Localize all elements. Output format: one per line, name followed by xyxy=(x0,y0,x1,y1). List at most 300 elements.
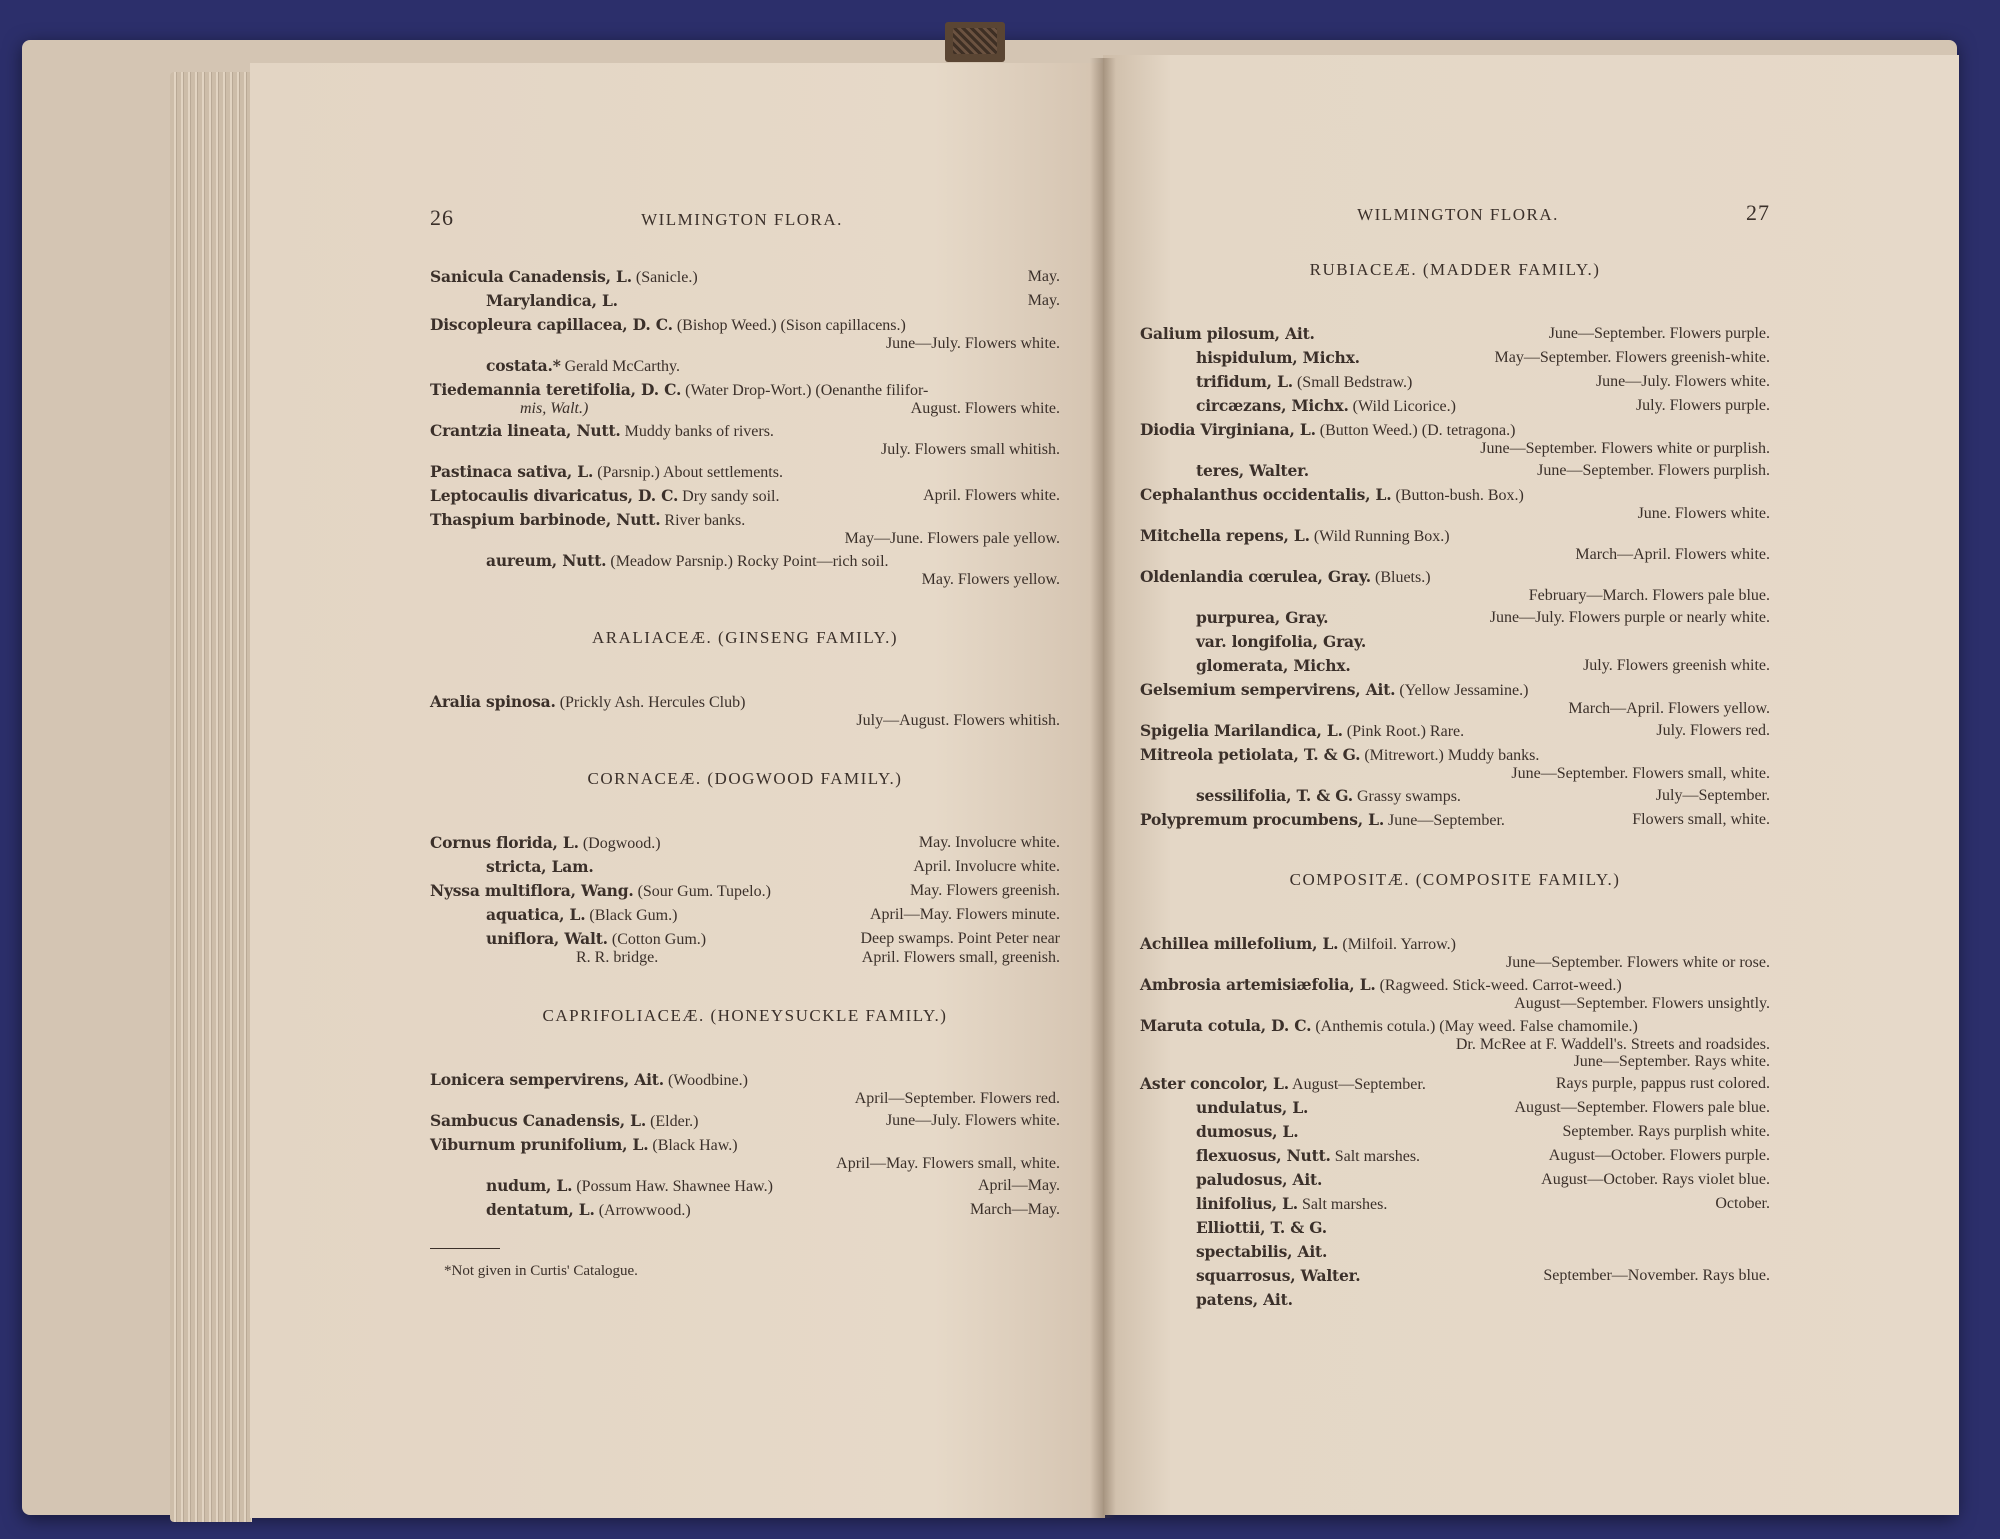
species-entry xyxy=(1140,1264,1770,1288)
species-name: uniflora, Walt. xyxy=(486,929,608,948)
continuation-right: March—April. Flowers white. xyxy=(1575,546,1770,563)
species-entry xyxy=(430,1068,1060,1109)
flowering-info: July. Flowers red. xyxy=(1656,722,1770,739)
species-entry xyxy=(1140,459,1770,483)
species-entry xyxy=(1140,606,1770,630)
species-name: Lonicera sempervirens, Ait. xyxy=(430,1070,664,1089)
species-entry xyxy=(1140,743,1770,784)
species-name: trifidum, L. xyxy=(1196,372,1293,391)
common-name-note: (Ragweed. Stick-weed. Carrot-weed.) xyxy=(1379,977,1622,994)
page-number: 26 xyxy=(430,205,454,230)
common-name-note: Grassy swamps. xyxy=(1356,788,1461,805)
species-entry xyxy=(1140,784,1770,808)
entry-left xyxy=(1140,678,1528,702)
continuation-right: May—June. Flowers pale yellow. xyxy=(844,530,1060,547)
entry-line xyxy=(486,1174,1060,1198)
common-name-note: (Black Gum.) xyxy=(589,907,678,924)
entry-line xyxy=(1140,808,1770,832)
entry-continuation xyxy=(1140,439,1770,459)
common-name-note: (Button-bush. Box.) xyxy=(1395,487,1524,504)
entry-left xyxy=(1196,1144,1420,1168)
entry-continuation xyxy=(1140,586,1770,606)
continuation-right: August. Flowers white. xyxy=(910,400,1060,417)
common-name-note: (Parsnip.) About settlements. xyxy=(597,464,783,481)
species-name: Discopleura capillacea, D. C. xyxy=(430,315,673,334)
flowering-info: August—September. Flowers pale blue. xyxy=(1514,1099,1770,1116)
entry-continuation xyxy=(486,570,1060,590)
continuation-right: June—September. Flowers small, white. xyxy=(1511,765,1770,782)
species-name: Mitreola petiolata, T. & G. xyxy=(1140,745,1361,764)
species-name: aureum, Nutt. xyxy=(486,551,607,570)
species-name: Cephalanthus occidentalis, L. xyxy=(1140,485,1392,504)
entry-left xyxy=(1140,565,1431,589)
entry-line xyxy=(1196,1144,1770,1168)
species-entry xyxy=(430,549,1060,590)
species-name: circæzans, Michx. xyxy=(1196,396,1349,415)
entry-left xyxy=(1196,1096,1308,1120)
species-name: dumosus, L. xyxy=(1196,1122,1299,1141)
species-entry xyxy=(430,1133,1060,1174)
flowering-info: June—July. Flowers white. xyxy=(885,1112,1060,1129)
entry-continuation xyxy=(430,1089,1060,1109)
common-name-note: Salt marshes. xyxy=(1334,1148,1421,1165)
species-entry xyxy=(1140,719,1770,743)
entry-left xyxy=(486,1174,773,1198)
species-name: sessilifolia, T. & G. xyxy=(1196,786,1353,805)
common-name-note: (Meadow Parsnip.) Rocky Point—rich soil. xyxy=(610,553,889,570)
flowering-info: March—May. xyxy=(969,1201,1060,1218)
page-edges xyxy=(170,72,252,1522)
species-entry xyxy=(430,1198,1060,1222)
species-name: stricta, Lam. xyxy=(486,857,594,876)
entry-left xyxy=(486,549,889,573)
species-entry xyxy=(430,1109,1060,1133)
entry-line xyxy=(430,831,1060,855)
entry-left xyxy=(1140,719,1464,743)
species-name: squarrosus, Walter. xyxy=(1196,1266,1361,1285)
entry-continuation xyxy=(1140,764,1770,784)
flowering-info: July. Flowers greenish white. xyxy=(1583,657,1770,674)
species-entry xyxy=(1140,1288,1770,1312)
common-name-note: (Sanicle.) xyxy=(635,269,698,286)
species-name: var. longifolia, Gray. xyxy=(1196,632,1367,651)
footnote: *Not given in Curtis' Catalogue. xyxy=(444,1263,638,1279)
continuation-right: June. Flowers white. xyxy=(1637,505,1770,522)
common-name-note: River banks. xyxy=(664,512,746,529)
species-name: Crantzia lineata, Nutt. xyxy=(430,421,621,440)
flowering-info: May. xyxy=(1027,268,1060,285)
entry-left xyxy=(486,1198,691,1222)
common-name-note: (Bishop Weed.) (Sison capillacens.) xyxy=(676,317,906,334)
entry-left xyxy=(430,1109,699,1133)
species-name: Galium pilosum, Ait. xyxy=(1140,324,1315,343)
species-entry xyxy=(430,484,1060,508)
continuation-right: August—September. Flowers unsightly. xyxy=(1514,995,1770,1012)
entry-continuation xyxy=(430,440,1060,460)
species-name: Aster concolor, L. xyxy=(1140,1074,1289,1093)
species-name: Leptocaulis divaricatus, D. C. xyxy=(430,486,679,505)
entry-line xyxy=(1196,1264,1770,1288)
common-name-note: August—September. xyxy=(1292,1076,1426,1093)
flowering-info: September. Rays purplish white. xyxy=(1562,1123,1770,1140)
entry-line xyxy=(1196,346,1770,370)
entry-left xyxy=(1140,808,1505,832)
running-head xyxy=(1140,200,1770,226)
right-sections xyxy=(1140,260,1770,1312)
species-name: glomerata, Michx. xyxy=(1196,656,1351,675)
entry-line xyxy=(486,289,1060,313)
flowering-info: June—July. Flowers white. xyxy=(1595,373,1770,390)
common-name-note: Muddy banks of rivers. xyxy=(624,423,774,440)
species-name: Oldenlandia cœrulea, Gray. xyxy=(1140,567,1371,586)
continuation-right: April—May. Flowers small, white. xyxy=(836,1155,1060,1172)
entry-left xyxy=(486,855,594,879)
entry-left xyxy=(1196,1240,1327,1264)
species-entry xyxy=(1140,1216,1770,1240)
entry-left xyxy=(1140,743,1539,767)
book-gutter xyxy=(1090,58,1116,1518)
running-title: WILMINGTON FLORA. xyxy=(641,210,843,229)
common-name-note: (Sour Gum. Tupelo.) xyxy=(637,883,771,900)
species-entry xyxy=(1140,524,1770,565)
species-entry xyxy=(1140,1014,1770,1072)
continuation-right: April—September. Flowers red. xyxy=(854,1090,1060,1107)
species-entry xyxy=(1140,973,1770,1014)
entry-left xyxy=(430,1133,738,1157)
flowering-info: June—September. Flowers purple. xyxy=(1548,325,1770,342)
species-entry xyxy=(1140,370,1770,394)
entry-left xyxy=(1196,459,1309,483)
flowering-info: Rays purple, pappus rust colored. xyxy=(1555,1075,1770,1092)
species-name: Tiedemannia teretifolia, D. C. xyxy=(430,380,682,399)
entry-left xyxy=(430,419,774,443)
common-name-note: (Mitrewort.) Muddy banks. xyxy=(1364,747,1540,764)
continuation-right: May. Flowers yellow. xyxy=(921,571,1060,588)
common-name-note: (Wild Licorice.) xyxy=(1352,398,1456,415)
species-entry xyxy=(1140,394,1770,418)
flowering-info: April. Flowers white. xyxy=(923,487,1060,504)
entry-line xyxy=(1140,719,1770,743)
entry-left xyxy=(486,354,680,378)
entry-continuation xyxy=(486,948,1060,968)
species-entry xyxy=(430,378,1060,419)
species-name: Cornus florida, L. xyxy=(430,833,579,852)
entry-line xyxy=(430,879,1060,903)
species-name: undulatus, L. xyxy=(1196,1098,1309,1117)
entry-continuation xyxy=(430,711,1060,731)
left-page-text xyxy=(430,205,1060,1280)
common-name-note: (Pink Root.) Rare. xyxy=(1346,723,1465,740)
species-entry xyxy=(430,354,1060,378)
family-heading: ARALIACEÆ. (GINSENG FAMILY.) xyxy=(592,628,898,647)
entry-left xyxy=(1196,346,1360,370)
species-name: Maruta cotula, D. C. xyxy=(1140,1016,1312,1035)
entry-left xyxy=(430,690,745,714)
species-name: hispidulum, Michx. xyxy=(1196,348,1360,367)
family-heading: RUBIACEÆ. (MADDER FAMILY.) xyxy=(1309,260,1601,279)
entry-continuation xyxy=(1140,545,1770,565)
entry-line xyxy=(1196,654,1770,678)
entry-line xyxy=(1196,459,1770,483)
continuation-right: July—August. Flowers whitish. xyxy=(856,712,1060,729)
flowering-info: Flowers small, white. xyxy=(1632,811,1770,828)
continuation-right: Dr. McRee at F. Waddell's. Streets and roadsides. xyxy=(1455,1036,1770,1053)
common-name-note: June—September. xyxy=(1388,812,1505,829)
entry-continuation xyxy=(430,1154,1060,1174)
entry-line xyxy=(1196,394,1770,418)
entry-left xyxy=(1140,483,1524,507)
entry-left xyxy=(1196,370,1412,394)
common-name-note: (Dogwood.) xyxy=(582,835,661,852)
entry-continuation xyxy=(430,399,1060,419)
entry-left xyxy=(1196,630,1366,654)
entry-continuation xyxy=(1140,504,1770,524)
species-entry xyxy=(430,903,1060,927)
entry-left xyxy=(430,508,745,532)
flowering-info: April—May. Flowers minute. xyxy=(869,906,1060,923)
entry-line xyxy=(486,1198,1060,1222)
species-entry xyxy=(1140,1168,1770,1192)
common-name-note: (Milfoil. Yarrow.) xyxy=(1342,936,1456,953)
species-entry xyxy=(1140,1072,1770,1096)
species-entry xyxy=(430,419,1060,460)
species-entry xyxy=(1140,678,1770,719)
entry-line xyxy=(1196,1096,1770,1120)
flowering-info: August—October. Flowers purple. xyxy=(1548,1147,1770,1164)
entry-line xyxy=(486,903,1060,927)
entry-left xyxy=(1140,322,1315,346)
entry-line xyxy=(1196,1168,1770,1192)
species-name: Aralia spinosa. xyxy=(430,692,556,711)
species-name: Thaspium barbinode, Nutt. xyxy=(430,510,661,529)
entry-left xyxy=(430,831,661,855)
entry-left xyxy=(1196,1288,1293,1312)
entry-line xyxy=(430,1109,1060,1133)
common-name-note: (Button Weed.) (D. tetragona.) xyxy=(1319,422,1516,439)
flowering-info: April—May. xyxy=(977,1177,1060,1194)
species-entry xyxy=(1140,654,1770,678)
entry-left xyxy=(1196,606,1328,630)
common-name-note: (Wild Running Box.) xyxy=(1313,528,1450,545)
entry-line xyxy=(1196,1216,1770,1240)
continuation-left: mis, Walt.) xyxy=(520,400,589,417)
family-heading: CAPRIFOLIACEÆ. (HONEYSUCKLE FAMILY.) xyxy=(542,1006,948,1025)
common-name-note: (Small Bedstraw.) xyxy=(1296,374,1413,391)
common-name-note: (Prickly Ash. Hercules Club) xyxy=(559,694,746,711)
species-entry xyxy=(1140,565,1770,606)
species-name: Elliottii, T. & G. xyxy=(1196,1218,1327,1237)
species-name: costata.* xyxy=(486,356,561,375)
species-name: Ambrosia artemisiæfolia, L. xyxy=(1140,975,1376,994)
entry-left xyxy=(430,879,771,903)
entry-left xyxy=(1140,932,1456,956)
entry-left xyxy=(1196,784,1461,808)
entry-left xyxy=(1140,418,1515,442)
entry-continuation xyxy=(430,334,1060,354)
continuation-left: R. R. bridge. xyxy=(576,949,659,966)
species-name: Marylandica, L. xyxy=(486,291,618,310)
continuation-right: June—September. Flowers white or rose. xyxy=(1506,954,1770,971)
common-name-note: (Black Haw.) xyxy=(652,1137,738,1154)
continuation-right: July. Flowers small whitish. xyxy=(881,441,1060,458)
species-name: purpurea, Gray. xyxy=(1196,608,1329,627)
entry-line xyxy=(1196,1288,1770,1312)
species-entry xyxy=(1140,1120,1770,1144)
entry-left xyxy=(1196,1168,1322,1192)
flowering-info: July—September. xyxy=(1655,787,1770,804)
common-name-note: (Cotton Gum.) xyxy=(611,931,707,948)
continuation-right: March—April. Flowers yellow. xyxy=(1568,700,1770,717)
species-name: Spigelia Marilandica, L. xyxy=(1140,721,1343,740)
species-name: Pastinaca sativa, L. xyxy=(430,462,594,481)
common-name-note: (Woodbine.) xyxy=(667,1072,748,1089)
entry-continuation xyxy=(1140,699,1770,719)
entry-line xyxy=(486,855,1060,879)
species-entry xyxy=(430,927,1060,968)
species-entry xyxy=(1140,418,1770,459)
species-entry xyxy=(430,1174,1060,1198)
flowering-info: June—September. Flowers purplish. xyxy=(1537,462,1770,479)
species-name: aquatica, L. xyxy=(486,905,586,924)
species-entry xyxy=(430,508,1060,549)
entry-continuation xyxy=(430,529,1060,549)
common-name-note: (Possum Haw. Shawnee Haw.) xyxy=(576,1178,773,1195)
entry-continuation: June—September. Rays white. xyxy=(1573,1053,1770,1070)
entry-left xyxy=(486,289,618,313)
species-name: patens, Ait. xyxy=(1196,1290,1293,1309)
species-entry xyxy=(1140,322,1770,346)
entry-line xyxy=(1196,1240,1770,1264)
species-name: Achillea millefolium, L. xyxy=(1140,934,1339,953)
species-name: Polypremum procumbens, L. xyxy=(1140,810,1385,829)
species-name: Nyssa multiflora, Wang. xyxy=(430,881,634,900)
species-entry xyxy=(1140,808,1770,832)
species-name: flexuosus, Nutt. xyxy=(1196,1146,1331,1165)
entry-left xyxy=(1140,1072,1426,1096)
species-entry xyxy=(1140,932,1770,973)
species-entry xyxy=(430,460,1060,484)
entry-left xyxy=(430,265,698,289)
common-name-note: (Yellow Jessamine.) xyxy=(1399,682,1529,699)
entry-continuation xyxy=(1140,953,1770,973)
common-name-note: (Arrowwood.) xyxy=(598,1202,691,1219)
species-entry xyxy=(430,879,1060,903)
species-name: dentatum, L. xyxy=(486,1200,595,1219)
species-entry xyxy=(430,831,1060,855)
common-name-note: (Anthemis cotula.) (May weed. False chamomile.) xyxy=(1315,1018,1638,1035)
species-entry xyxy=(430,265,1060,289)
entry-left xyxy=(430,313,906,337)
entry-left xyxy=(1196,1264,1360,1288)
flowering-info: May—September. Flowers greenish-white. xyxy=(1494,349,1770,366)
species-name: Viburnum prunifolium, L. xyxy=(430,1135,649,1154)
family-heading: COMPOSITÆ. (COMPOSITE FAMILY.) xyxy=(1289,870,1621,889)
species-entry xyxy=(430,855,1060,879)
common-name-note: (Elder.) xyxy=(650,1113,699,1130)
species-name: spectabilis, Ait. xyxy=(1196,1242,1328,1261)
entry-line xyxy=(486,354,1060,378)
entry-line xyxy=(430,460,1060,484)
running-head xyxy=(430,205,1060,231)
species-entry xyxy=(430,313,1060,354)
flowering-info: October. xyxy=(1715,1195,1770,1212)
entry-left xyxy=(1196,1192,1387,1216)
entry-line xyxy=(1196,784,1770,808)
species-entry xyxy=(430,289,1060,313)
common-name-note: (Bluets.) xyxy=(1375,569,1431,586)
flowering-info: May. Involucre white. xyxy=(918,834,1060,851)
species-name: Sanicula Canadensis, L. xyxy=(430,267,632,286)
entry-left xyxy=(1140,524,1450,548)
species-name: paludosus, Ait. xyxy=(1196,1170,1323,1189)
entry-line xyxy=(1140,1072,1770,1096)
entry-line xyxy=(1196,1120,1770,1144)
flowering-info: Deep swamps. Point Peter near xyxy=(860,930,1060,947)
flowering-info: May. xyxy=(1027,292,1060,309)
right-page-text xyxy=(1140,200,1770,1312)
bookmark-ribbon xyxy=(945,22,1005,62)
species-entry xyxy=(1140,483,1770,524)
entry-line xyxy=(1140,322,1770,346)
entry-line xyxy=(1196,370,1770,394)
entry-line xyxy=(1196,1192,1770,1216)
flowering-info: July. Flowers purple. xyxy=(1635,397,1770,414)
species-entry xyxy=(1140,1144,1770,1168)
continuation-right: June—September. Flowers white or purplish. xyxy=(1480,440,1770,457)
entry-left xyxy=(430,1068,748,1092)
species-name: nudum, L. xyxy=(486,1176,573,1195)
entry-left xyxy=(1196,1120,1298,1144)
entry-line xyxy=(430,484,1060,508)
entry-left xyxy=(1196,394,1456,418)
footnote-rule xyxy=(430,1248,500,1249)
continuation-right: February—March. Flowers pale blue. xyxy=(1528,587,1770,604)
running-title: WILMINGTON FLORA. xyxy=(1357,205,1559,224)
species-entry xyxy=(430,690,1060,731)
common-name-note: Gerald McCarthy. xyxy=(564,358,680,375)
species-name: Mitchella repens, L. xyxy=(1140,526,1310,545)
left-sections xyxy=(430,265,1060,1222)
species-name: Diodia Virginiana, L. xyxy=(1140,420,1316,439)
entry-left xyxy=(430,484,779,508)
species-entry xyxy=(1140,1240,1770,1264)
family-heading: CORNACEÆ. (DOGWOOD FAMILY.) xyxy=(587,769,903,788)
entry-left xyxy=(430,460,783,484)
continuation-right: June—July. Flowers white. xyxy=(885,335,1060,352)
entry-left xyxy=(1196,1216,1327,1240)
flowering-info: June—July. Flowers purple or nearly white. xyxy=(1489,609,1770,626)
species-entry xyxy=(1140,346,1770,370)
entry-line xyxy=(430,265,1060,289)
flowering-info: May. Flowers greenish. xyxy=(909,882,1060,899)
species-entry xyxy=(1140,1096,1770,1120)
flowering-info: August—October. Rays violet blue. xyxy=(1541,1171,1770,1188)
common-name-note: (Water Drop-Wort.) (Oenanthe filifor- xyxy=(685,382,929,399)
species-entry xyxy=(1140,1192,1770,1216)
species-name: teres, Walter. xyxy=(1196,461,1309,480)
common-name-note: Salt marshes. xyxy=(1302,1196,1388,1213)
continuation-right: April. Flowers small, greenish. xyxy=(861,949,1060,966)
entry-left xyxy=(1196,654,1351,678)
flowering-info: September—November. Rays blue. xyxy=(1543,1267,1770,1284)
entry-continuation xyxy=(1140,994,1770,1014)
species-name: Gelsemium sempervirens, Ait. xyxy=(1140,680,1396,699)
species-name: Sambucus Canadensis, L. xyxy=(430,1111,647,1130)
entry-line xyxy=(1196,606,1770,630)
page-number: 27 xyxy=(1745,200,1770,225)
entry-line xyxy=(1196,630,1770,654)
common-name-note: Dry sandy soil. xyxy=(682,488,780,505)
